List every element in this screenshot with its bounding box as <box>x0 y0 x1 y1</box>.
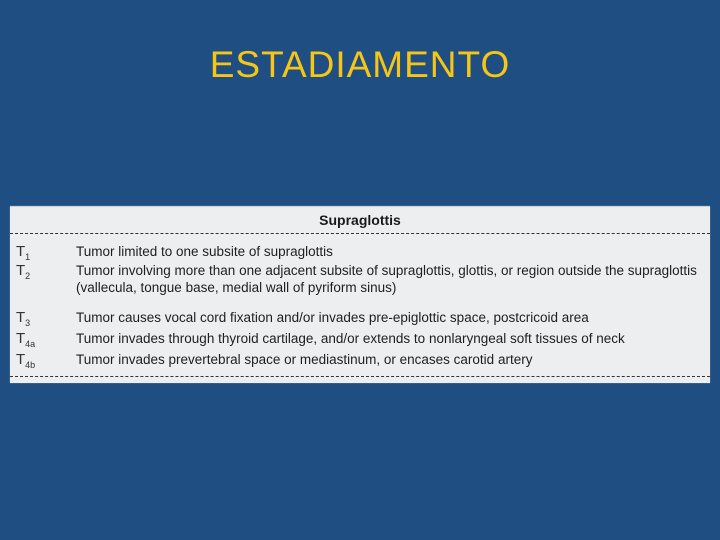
stage-description: Tumor invades prevertebral space or mediastinum, or encases carotid artery <box>76 352 533 367</box>
stage-label: $T_2$ <box>16 262 31 281</box>
stage-label: $T_1$ <box>16 243 31 262</box>
table-header: Supraglottis <box>319 212 401 228</box>
stage-description: Tumor invades through thyroid cartilage, and/or extends to nonlaryngeal soft tissues of neck <box>76 331 625 346</box>
stage-description: Tumor involving more than one adjacent subsite of supraglottis, glottis, or region outside the supraglottis (vallecula, tongue base, medial wall of pyriform sinus) <box>76 263 697 295</box>
table-bottom-rule <box>10 376 710 377</box>
stage-label: $T_3$ <box>16 309 31 328</box>
slide-title: ESTADIAMENTO <box>209 44 511 85</box>
stage-description: Tumor limited to one subsite of supraglottis <box>76 244 333 259</box>
stage-label: $T_{4a}$ <box>16 330 36 349</box>
stage-label: $T_{4b}$ <box>16 351 36 370</box>
staging-table <box>10 206 710 383</box>
stage-description: Tumor causes vocal cord fixation and/or invades pre-epiglottic space, postcricoid area <box>76 310 589 325</box>
table-header-row <box>10 206 710 234</box>
